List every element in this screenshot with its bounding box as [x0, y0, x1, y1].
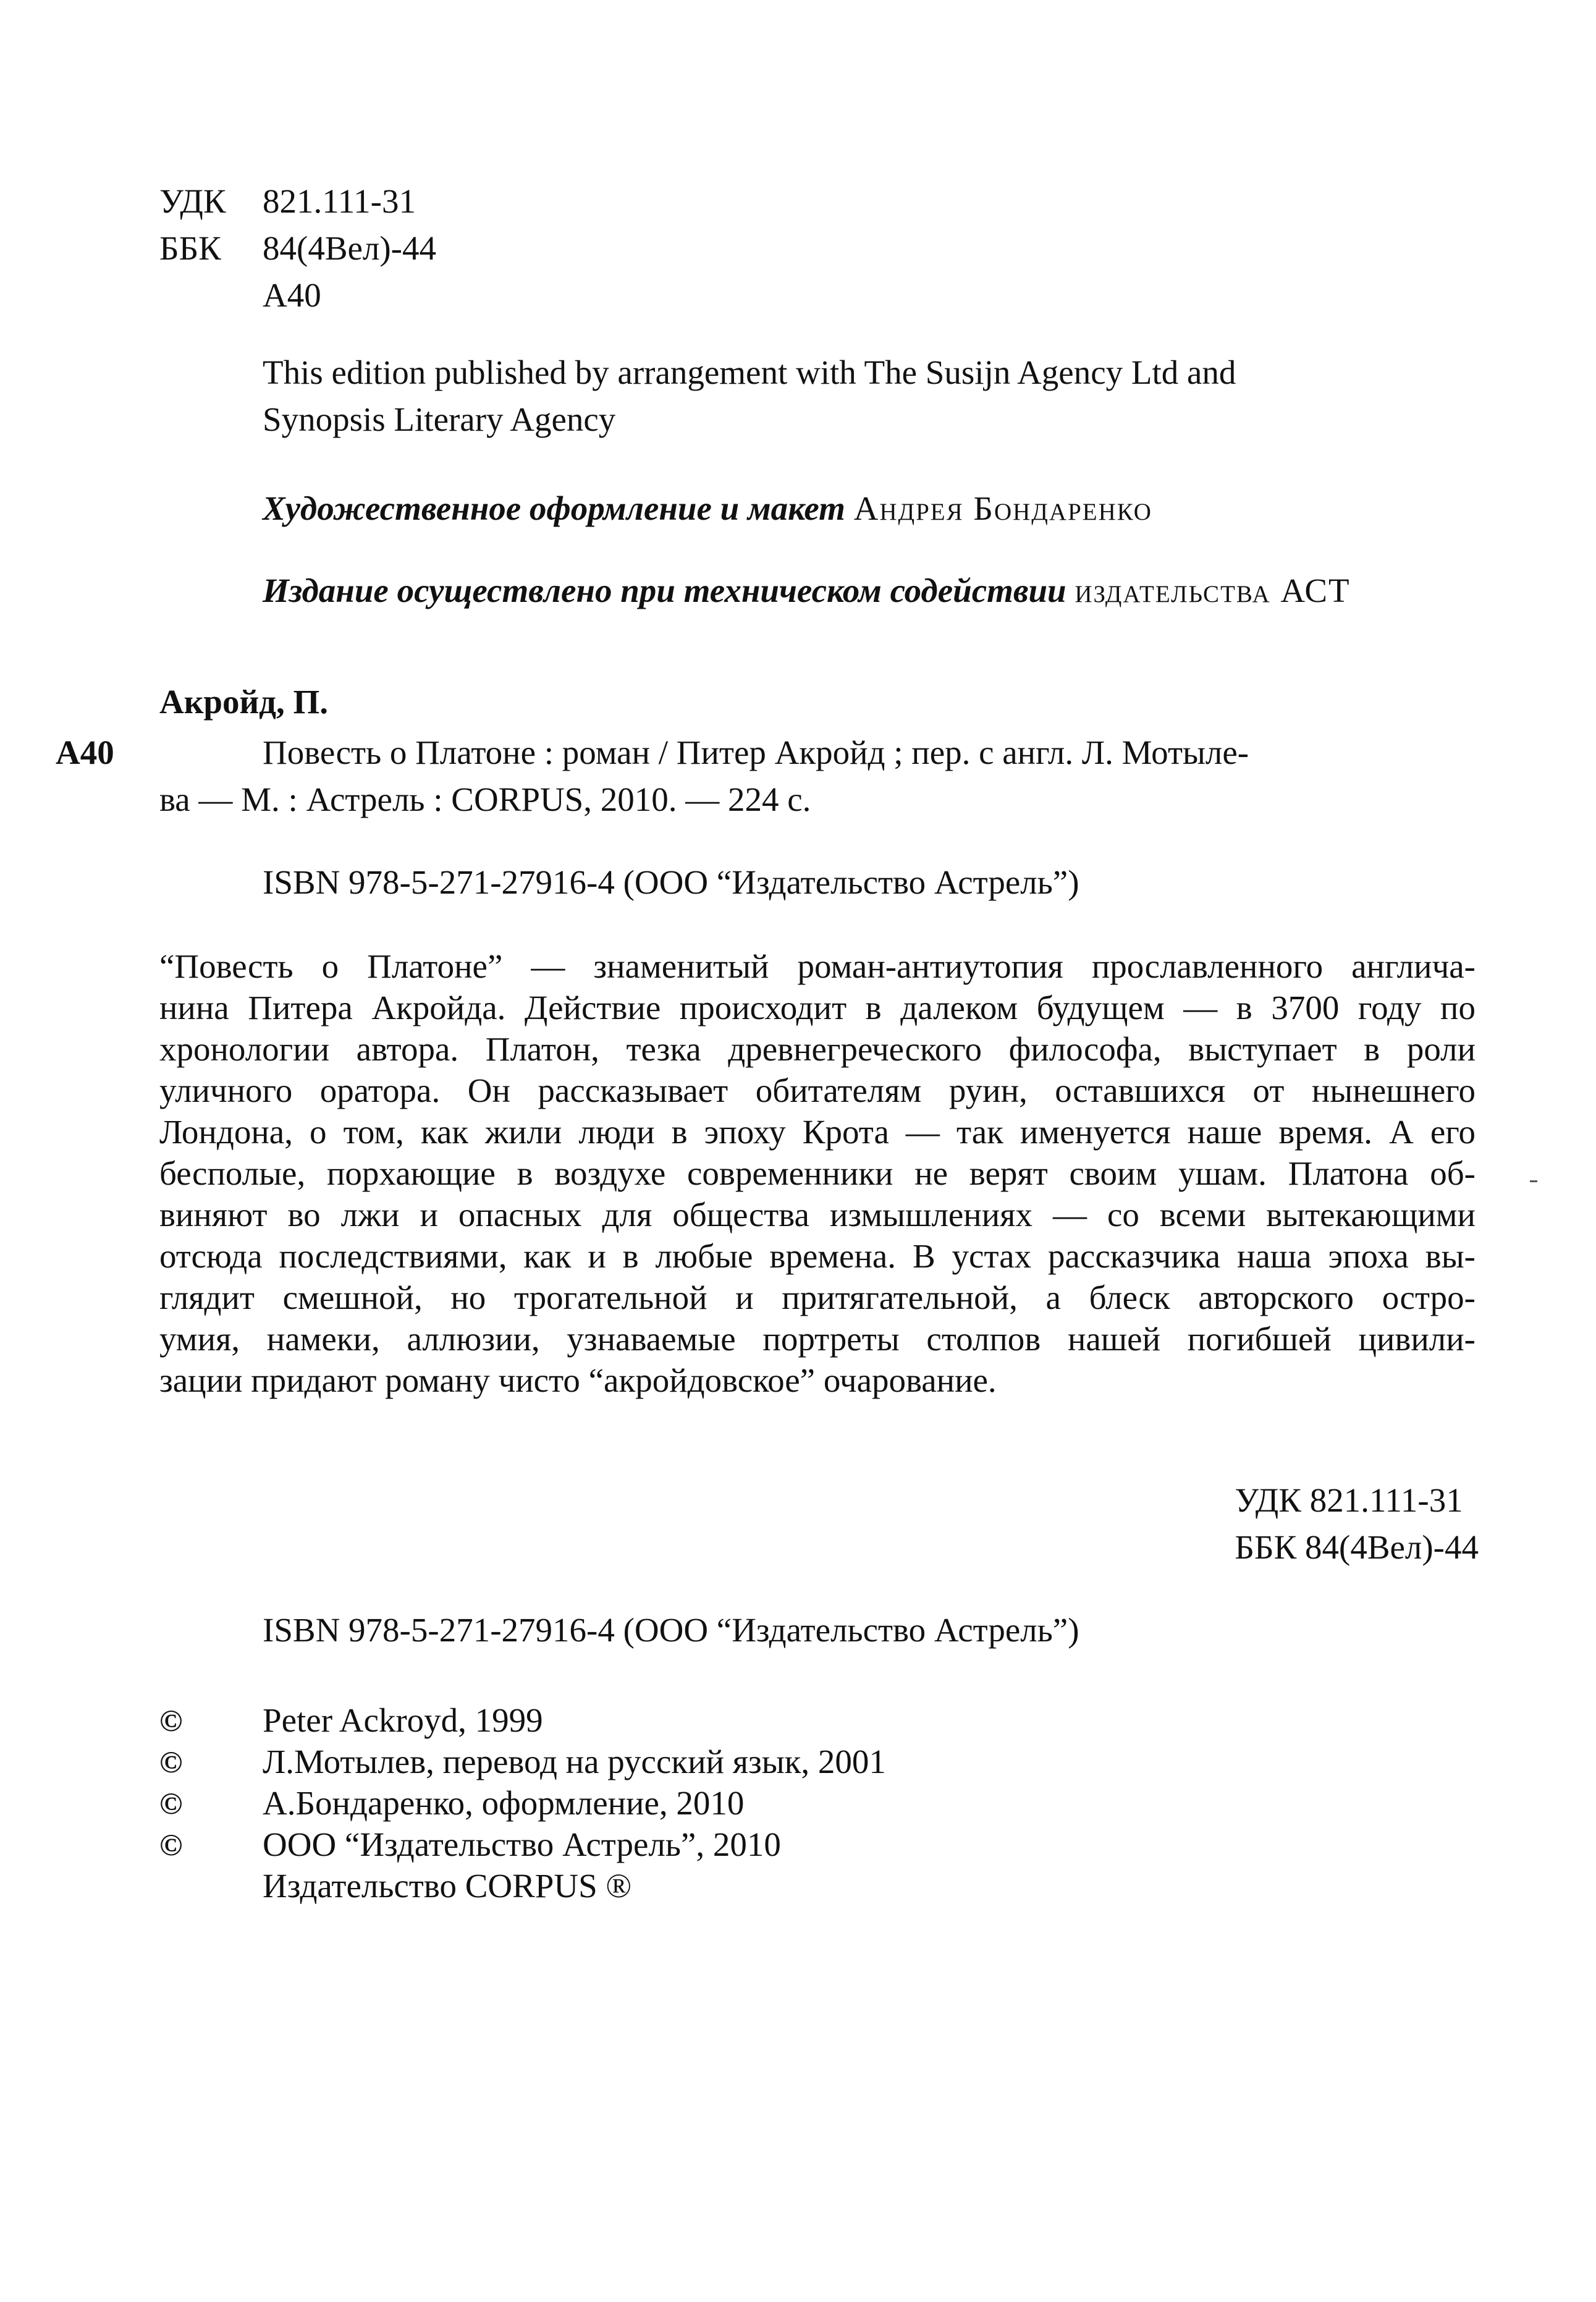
abstract-line: “Повесть о Платоне” — знаменитый роман-антиутопия прославленного англича-	[159, 947, 1476, 985]
abstract-line: бесполые, порхающие в воздухе современники не верят своим ушам. Платона об-	[159, 1154, 1476, 1192]
copyright-icon: ©	[159, 1703, 183, 1738]
copyright-text: ООО “Издательство Астрель”, 2010	[263, 1825, 781, 1863]
copyright-icon: ©	[159, 1827, 183, 1862]
isbn-top: ISBN 978-5-271-27916-4 (ООО “Издательство Астрель”)	[263, 863, 1079, 901]
design-credit-name: Андрея Бондаренко	[853, 489, 1152, 527]
copyright-item	[159, 1782, 886, 1824]
design-credit-role: Художественное оформление и макет	[263, 489, 845, 527]
copyright-list	[159, 1699, 886, 1906]
abstract-line: отсюда последствиями, как и в любые времена. В устах рассказчика наша эпоха вы-	[159, 1237, 1476, 1275]
catalog-author: Акройд, П.	[159, 683, 329, 721]
catalog-description	[159, 729, 1476, 823]
catalog-line: ва — М. : Астрель : CORPUS, 2010. — 224 с.	[159, 781, 811, 818]
copyright-item	[159, 1741, 886, 1782]
udk-label: УДК	[159, 182, 226, 220]
copyright-item	[159, 1824, 886, 1865]
design-credit	[263, 485, 1152, 532]
abstract-line: умия, намеки, аллюзии, узнаваемые портреты столпов нашей погибшей цивили-	[159, 1320, 1476, 1358]
catalog-code: А40	[56, 734, 114, 771]
abstract-line: хронологии автора. Платон, тезка древнегреческого философа, выступает в роли	[159, 1030, 1476, 1068]
copyright-text: Peter Ackroyd, 1999	[263, 1701, 543, 1739]
udk-value: 821.111-31	[263, 182, 416, 220]
abstract-line: виняют во лжи и опасных для общества измышлениях — со всеми вытекающими	[159, 1196, 1476, 1234]
abstract-line: уличного оратора. Он рассказывает обитателям руин, оставшихся от нынешнего	[159, 1072, 1476, 1109]
abstract-line: Лондона, о том, как жили люди в эпоху Крота — так именуется наше время. А его	[159, 1113, 1476, 1151]
abstract-line: нина Питера Акройда. Действие происходит в далеком будущем — в 3700 году по	[159, 989, 1476, 1026]
abstract-line: зации придают роману чисто “акройдовское” очарование.	[159, 1361, 997, 1399]
author-code: А40	[263, 276, 321, 314]
tech-credit-name: издательства АСТ	[1075, 572, 1351, 609]
bbk-row	[159, 225, 436, 272]
edition-line: This edition published by arrangement with The Susijn Agency Ltd and	[263, 353, 1236, 391]
classification-bottom	[1235, 1477, 1479, 1571]
copyright-text: А.Бондаренко, оформление, 2010	[263, 1784, 745, 1822]
copyright-text: Л.Мотылев, перевод на русский язык, 2001	[263, 1742, 886, 1780]
udk-row	[159, 178, 436, 225]
copyright-icon: ©	[159, 1744, 183, 1779]
abstract	[159, 946, 1476, 1401]
copyright-item	[159, 1699, 886, 1741]
bbk-label: ББК	[159, 229, 221, 267]
udk-bottom: УДК 821.111-31	[1235, 1481, 1463, 1519]
tech-credit	[263, 567, 1351, 614]
isbn-bottom: ISBN 978-5-271-27916-4 (ООО “Издательство Астрель”)	[263, 1611, 1079, 1649]
bbk-value: 84(4Вел)-44	[263, 229, 436, 267]
edition-note	[263, 349, 1236, 443]
edition-line: Synopsis Literary Agency	[263, 400, 616, 438]
trademark-line: Издательство CORPUS ®	[263, 1866, 632, 1905]
copyright-icon: ©	[159, 1785, 183, 1821]
tech-credit-role: Издание осуществлено при техническом содействии	[263, 572, 1066, 609]
abstract-line: глядит смешной, но трогательной и притягательной, а блеск авторского остро-	[159, 1279, 1476, 1316]
bbk-bottom: ББК 84(4Вел)-44	[1235, 1528, 1479, 1566]
margin-mark	[1530, 1180, 1537, 1182]
classification-block	[159, 178, 436, 319]
catalog-line: Повесть о Платоне : роман / Питер Акройд ; пер. с англ. Л. Мотыле-	[263, 734, 1249, 771]
